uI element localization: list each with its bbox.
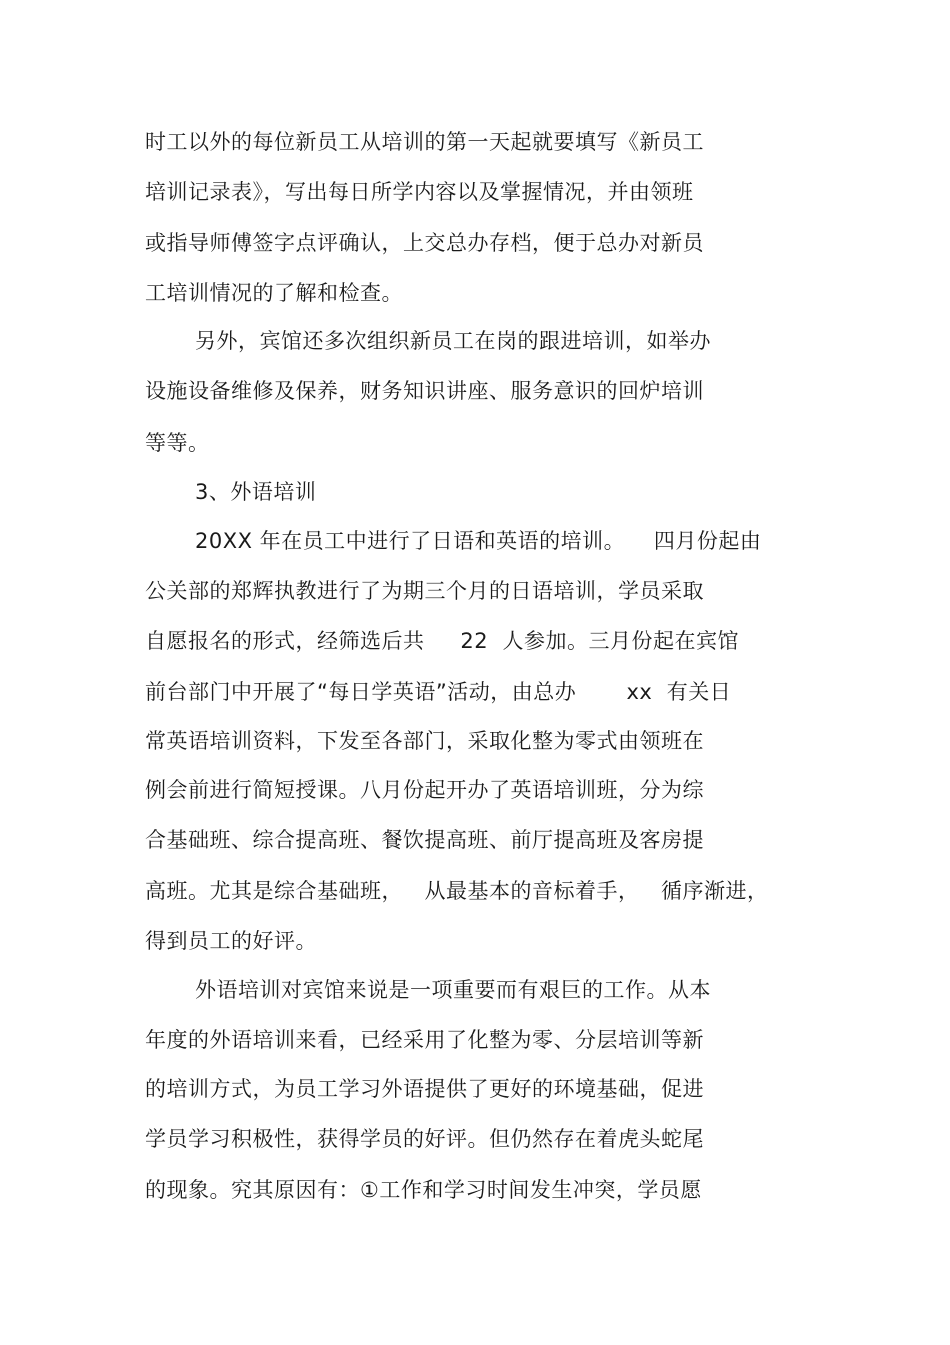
- text-line: 工培训情况的了解和检查。: [145, 281, 403, 305]
- text-line: 得到员工的好评。: [145, 929, 317, 953]
- text-line: 培训记录表》，写出每日所学内容以及掌握情况，并由领班: [145, 180, 694, 204]
- text-line: 前台部门中开展了“每日学英语”活动，由总办 xx 有关日: [145, 680, 732, 704]
- text-line: 学员学习积极性，获得学员的好评。但仍然存在着虎头蛇尾: [145, 1127, 704, 1151]
- text-line: 高班。尤其是综合基础班， 从最基本的音标着手， 循序渐进，: [145, 879, 769, 903]
- paragraph-first-line: 20XX 年在员工中进行了日语和英语的培训。 四月份起由: [195, 529, 762, 553]
- paragraph-first-line: 外语培训对宾馆来说是一项重要而有艰巨的工作。从本: [195, 978, 711, 1002]
- text-line: 公关部的郑辉执教进行了为期三个月的日语培训，学员采取: [145, 579, 704, 603]
- paragraph-first-line: 另外，宾馆还多次组织新员工在岗的跟进培训，如举办: [195, 329, 711, 353]
- section-heading: 3、外语培训: [195, 480, 317, 504]
- text-line: 的现象。究其原因有：①工作和学习时间发生冲突，学员愿: [145, 1178, 702, 1202]
- text-line: 常英语培训资料，下发至各部门，采取化整为零式由领班在: [145, 729, 704, 753]
- text-line: 的培训方式，为员工学习外语提供了更好的环境基础，促进: [145, 1077, 704, 1101]
- text-line: 合基础班、综合提高班、餐饮提高班、前厅提高班及客房提: [145, 828, 704, 852]
- text-line: 例会前进行简短授课。八月份起开办了英语培训班，分为综: [145, 778, 704, 802]
- text-line: 年度的外语培训来看，已经采用了化整为零、分层培训等新: [145, 1028, 704, 1052]
- text-line: 或指导师傅签字点评确认，上交总办存档，便于总办对新员: [145, 231, 704, 255]
- text-line: 设施设备维修及保养，财务知识讲座、服务意识的回炉培训: [145, 379, 704, 403]
- text-line: 等等。: [145, 431, 210, 455]
- text-line: 自愿报名的形式，经筛选后共 22 人参加。三月份起在宾馆: [145, 629, 739, 653]
- text-line: 时工以外的每位新员工从培训的第一天起就要填写《新员工: [145, 130, 704, 154]
